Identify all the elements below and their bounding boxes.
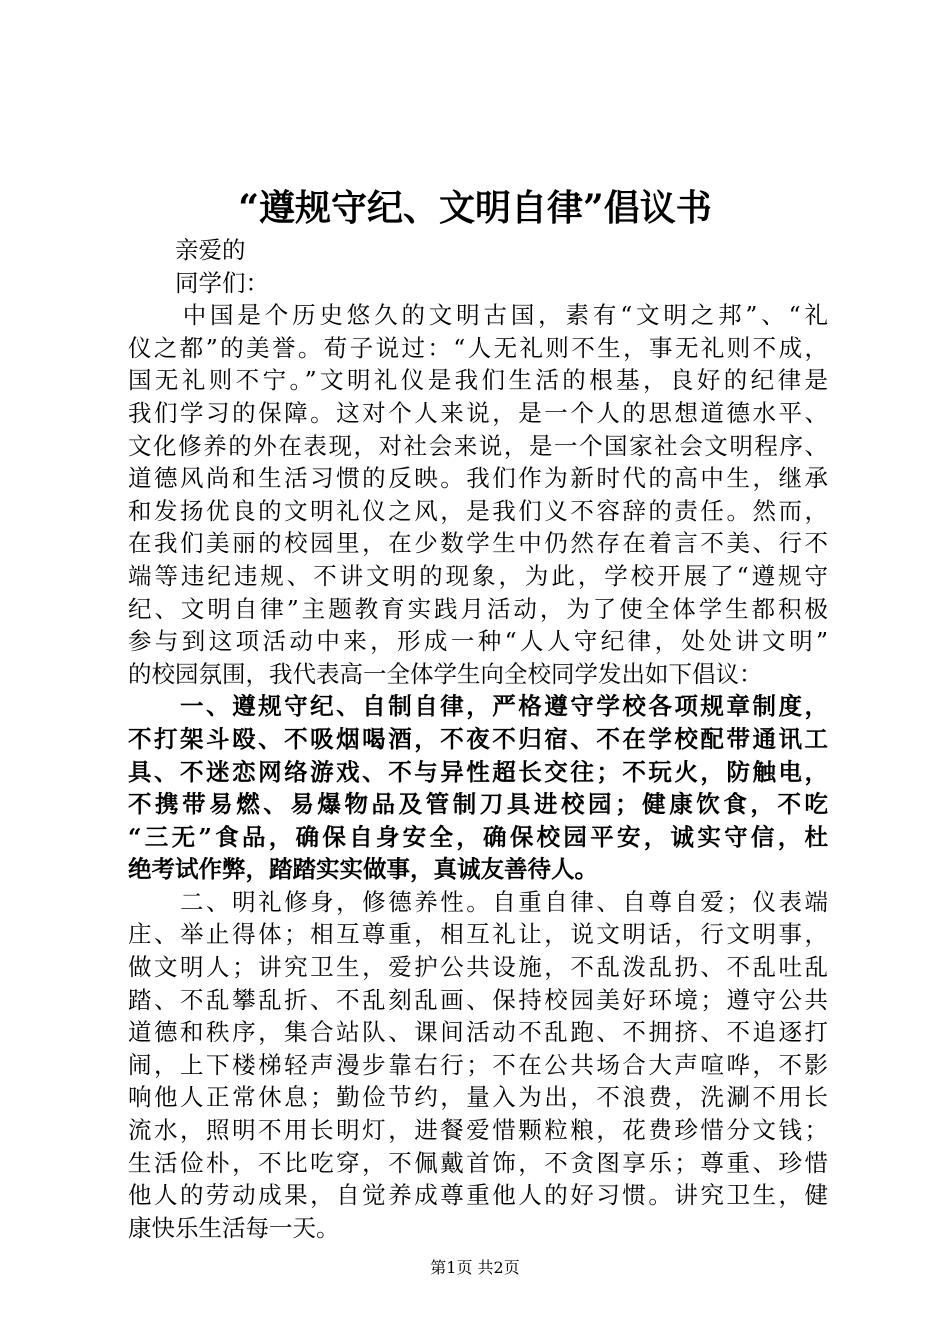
text-line: 庄、举止得体；相互尊重，相互礼让，说文明话，行文明事，: [128, 920, 828, 949]
text-line: 流水，照明不用长明灯，进餐爱惜颗粒粮，花费珍惜分文钱；: [128, 1116, 828, 1145]
page-footer: 第1页 共2页: [430, 1258, 520, 1277]
text-line: 具、不迷恋网络游戏、不与异性超长交往；不玩火，防触电，: [128, 757, 828, 786]
text-line: 踏、不乱攀乱折、不乱刻乱画、保持校园美好环境；遵守公共: [128, 985, 828, 1014]
text-line: 不打架斗殴、不吸烟喝酒，不夜不归宿、不在学校配带通讯工: [128, 724, 828, 753]
text-line: “三无”食品，确保自身安全，确保校园平安，诚实守信，杜: [128, 822, 828, 851]
text-line: 亲爱的: [128, 236, 246, 264]
text-line: 闹，上下楼梯轻声漫步靠右行；不在公共场合大声喧哗，不影: [128, 1050, 828, 1079]
text-line: 二、明礼修身，修德养性。自重自律、自尊自爱；仪表端: [128, 887, 828, 916]
text-line: 不携带易燃、易爆物品及管制刀具进校园；健康饮食，不吃: [128, 790, 828, 819]
text-line: 仪之都”的美誉。荀子说过：“人无礼则不生，事无礼则不成，: [128, 333, 828, 362]
text-line: 端等违纪违规、不讲文明的现象，为此，学校开展了“遵规守: [128, 561, 828, 590]
document-title: “遵规守纪、文明自律”倡议书: [238, 187, 712, 229]
text-line: 响他人正常休息；勤俭节约，量入为出，不浪费，洗涮不用长: [128, 1083, 828, 1112]
text-line: 中国是个历史悠久的文明古国，素有“文明之邦”、“礼: [128, 301, 828, 330]
text-line: 参与到这项活动中来，形成一种“人人守纪律，处处讲文明”: [128, 627, 828, 656]
text-line: 一、遵规守纪、自制自律，严格遵守学校各项规章制度，: [128, 692, 828, 721]
text-line: 生活俭朴，不比吃穿，不佩戴首饰，不贪图享乐；尊重、珍惜: [128, 1148, 828, 1177]
text-line: 我们学习的保障。这对个人来说，是一个人的思想道德水平、: [128, 398, 828, 427]
document-body: [128, 234, 828, 1244]
text-line: 同学们：: [128, 268, 269, 297]
text-line: 文化修养的外在表现，对社会来说，是一个国家社会文明程序、: [128, 431, 828, 460]
text-line: 做文明人；讲究卫生，爱护公共设施，不乱泼乱扔、不乱吐乱: [128, 953, 828, 982]
text-line: 在我们美丽的校园里，在少数学生中仍然存在着言不美、行不: [128, 529, 828, 558]
text-line: 和发扬优良的文明礼仪之风，是我们义不容辞的责任。然而，: [128, 496, 828, 525]
text-line: 绝考试作弊，踏踏实实做事，真诚友善待人。: [128, 855, 598, 884]
text-line: 他人的劳动成果，自觉养成尊重他人的好习惯。讲究卫生，健: [128, 1181, 828, 1210]
text-line: 国无礼则不宁。”文明礼仪是我们生活的根基，良好的纪律是: [128, 366, 828, 395]
text-line: 康快乐生活每一天。: [128, 1213, 340, 1242]
text-line: 纪、文明自律”主题教育实践月活动，为了使全体学生都积极: [128, 594, 828, 623]
text-line: 道德和秩序，集合站队、课间活动不乱跑、不拥挤、不追逐打: [128, 1018, 828, 1047]
text-line: 的校园氛围，我代表高一全体学生向全校同学发出如下倡议：: [128, 659, 763, 688]
text-line: 道德风尚和生活习惯的反映。我们作为新时代的高中生，继承: [128, 464, 828, 493]
